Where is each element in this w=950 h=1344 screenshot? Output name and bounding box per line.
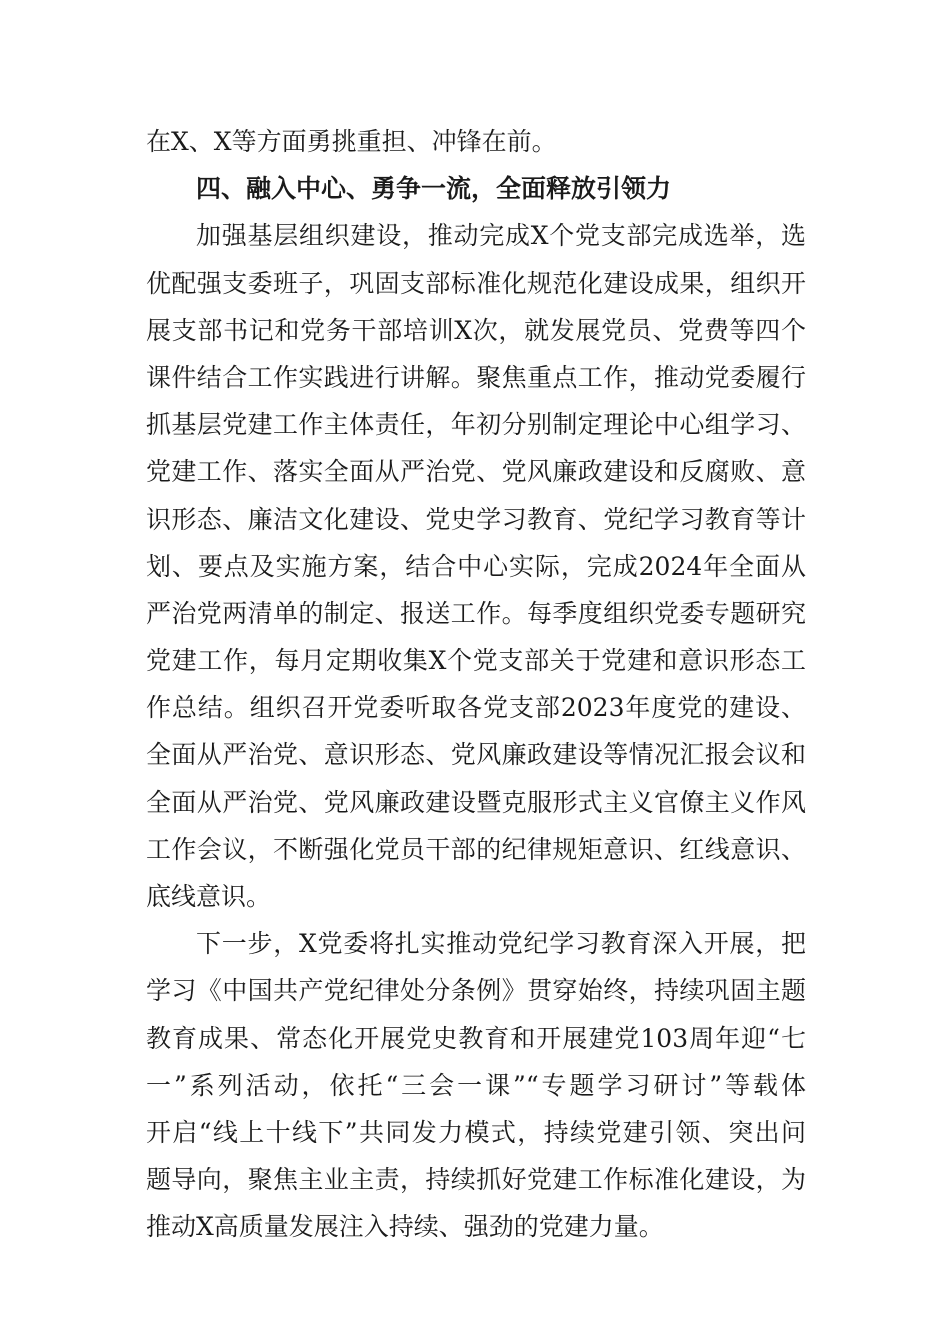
paragraph-line: 下一步，X党委将扎实推动党纪学习教育深入开展，把 xyxy=(196,929,806,959)
intro-line: 在X、X等方面勇挑重担、冲锋在前。 xyxy=(146,127,557,156)
paragraph-line: 全面从严治党、党风廉政建设暨克服形式主义官僚主义作风 xyxy=(146,787,806,817)
paragraph-line: 抓基层党建工作主体责任，年初分别制定理论中心组学习、 xyxy=(146,410,806,440)
paragraph-line: 作总结。组织召开党委听取各党支部2023年度党的建设、 xyxy=(146,693,806,723)
paragraph-line: 优配强支委班子，巩固支部标准化规范化建设成果，组织开 xyxy=(146,268,806,298)
paragraph-1 xyxy=(146,212,806,920)
paragraph-line: 党建工作，每月定期收集X个党支部关于党建和意识形态工 xyxy=(146,646,806,676)
paragraph-line: 题导向，聚焦主业主责，持续抓好党建工作标准化建设，为 xyxy=(146,1165,806,1195)
paragraph-line: 推动X高质量发展注入持续、强劲的党建力量。 xyxy=(146,1212,664,1242)
section-heading: 四、融入中心、勇争一流，全面释放引领力 xyxy=(196,174,672,204)
paragraph-line: 课件结合工作实践进行讲解。聚焦重点工作，推动党委履行 xyxy=(146,362,806,392)
paragraph-line: 一”系列活动，依托“三会一课”“专题学习研讨”等载体 xyxy=(146,1070,806,1100)
document-page xyxy=(146,118,806,1251)
paragraph-line: 党建工作、落实全面从严治党、党风廉政建设和反腐败、意 xyxy=(146,457,806,487)
paragraph-line: 开启“线上十线下”共同发力模式，持续党建引领、突出问 xyxy=(146,1117,806,1147)
paragraph-line: 加强基层组织建设，推动完成X个党支部完成选举，选 xyxy=(196,221,806,251)
paragraph-line: 底线意识。 xyxy=(146,882,272,911)
paragraph-line: 划、要点及实施方案，结合中心实际，完成2024年全面从 xyxy=(146,551,806,581)
paragraph-2 xyxy=(146,920,806,1250)
paragraph-line: 学习《中国共产党纪律处分条例》贯穿始终，持续巩固主题 xyxy=(146,976,806,1006)
paragraph-line: 全面从严治党、意识形态、党风廉政建设等情况汇报会议和 xyxy=(146,740,806,770)
paragraph-line: 工作会议，不断强化党员干部的纪律规矩意识、红线意识、 xyxy=(146,834,806,864)
paragraph-line: 教育成果、常态化开展党史教育和开展建党103周年迎“七 xyxy=(146,1023,806,1053)
paragraph-line: 严治党两清单的制定、报送工作。每季度组织党委专题研究 xyxy=(146,598,806,628)
paragraph-line: 识形态、廉洁文化建设、党史学习教育、党纪学习教育等计 xyxy=(146,504,806,534)
paragraph-line: 展支部书记和党务干部培训X次，就发展党员、党费等四个 xyxy=(146,315,806,345)
